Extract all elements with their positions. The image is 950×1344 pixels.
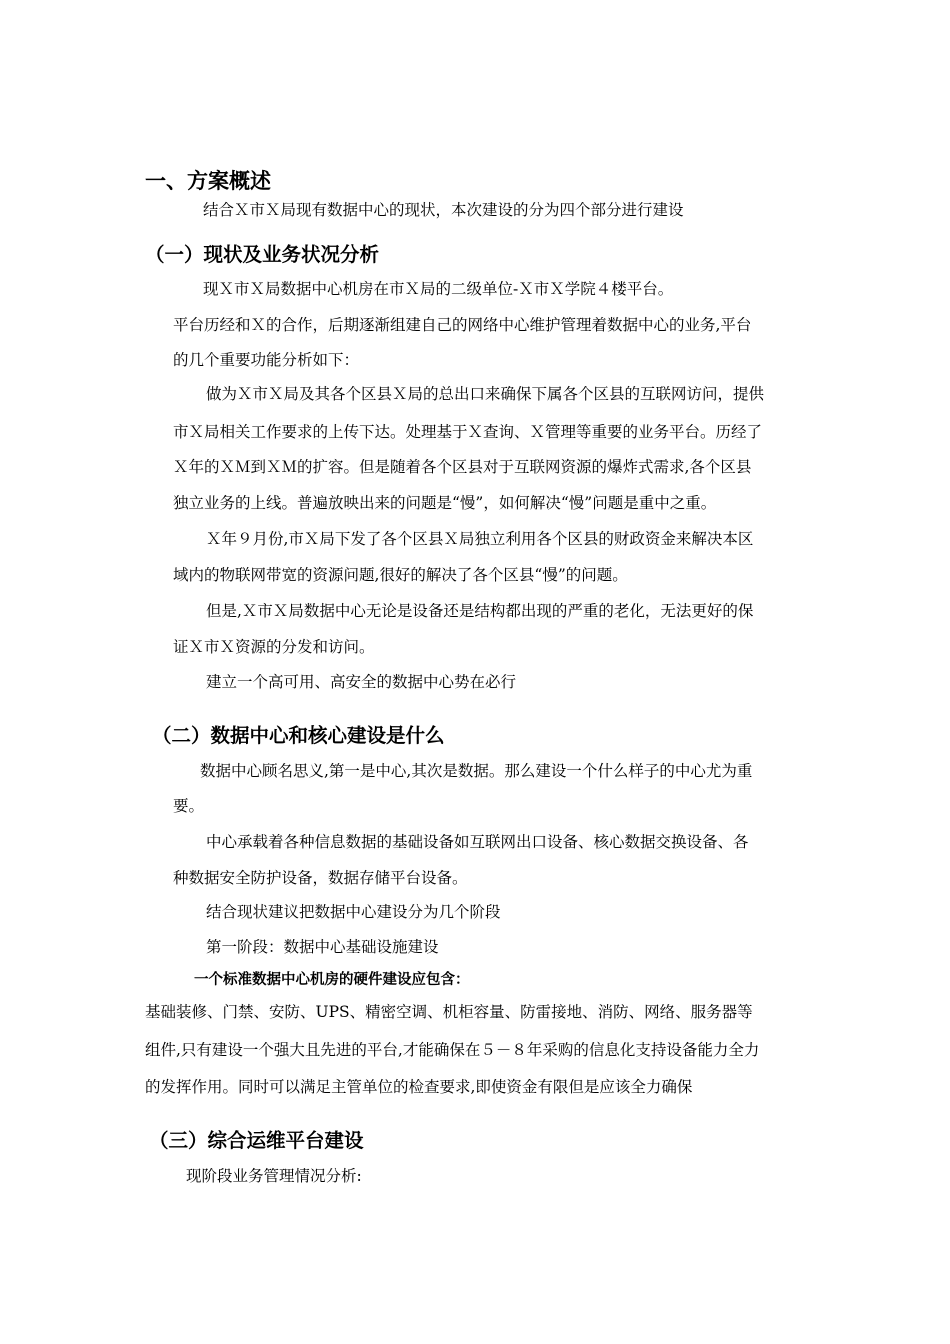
paragraph-line: 组件,只有建设一个强大且先进的平台,才能确保在５－８年采购的信息化支持设备能力全力 — [145, 1041, 760, 1059]
paragraph-line: 基础装修、门禁、安防、UPS、精密空调、机柜容量、防雷接地、消防、网络、服务器等 — [145, 1003, 753, 1021]
paragraph-line: 平台历经和Ｘ的合作，后期逐渐组建自己的网络中心维护管理着数据中心的业务,平台 — [173, 316, 752, 334]
section-heading: 一、方案概述 — [145, 169, 271, 193]
paragraph-line: 建立一个高可用、高安全的数据中心势在必行 — [206, 673, 517, 691]
paragraph-line: 现阶段业务管理情况分析: — [186, 1167, 362, 1185]
bold-note: 一个标准数据中心机房的硬件建设应包含： — [194, 972, 470, 988]
paragraph-line: 证Ｘ市Ｘ资源的分发和访问。 — [173, 638, 375, 656]
paragraph-line: 要。 — [173, 797, 205, 815]
paragraph-line: 做为Ｘ市Ｘ局及其各个区县Ｘ局的总出口来确保下属各个区县的互联网访问，提供 — [206, 385, 765, 403]
paragraph-line: 但是,Ｘ市Ｘ局数据中心无论是设备还是结构都出现的严重的老化，无法更好的保 — [206, 602, 754, 620]
paragraph-line: 域内的物联网带宽的资源问题,很好的解决了各个区县“慢”的问题。 — [173, 566, 628, 584]
paragraph-line: 的几个重要功能分析如下： — [173, 351, 360, 369]
paragraph-line: 中心承载着各种信息数据的基础设备如互联网出口设备、核心数据交换设备、各 — [206, 833, 749, 851]
paragraph-line: 的发挥作用。同时可以满足主管单位的检查要求,即使资金有限但是应该全力确保 — [145, 1078, 693, 1096]
subsection-heading: （二）数据中心和核心建设是什么 — [152, 724, 445, 747]
paragraph-line: 市Ｘ局相关工作要求的上传下达。处理基于Ｘ查询、Ｘ管理等重要的业务平台。历经了 — [173, 423, 763, 441]
paragraph-line: 现Ｘ市Ｘ局数据中心机房在市Ｘ局的二级单位-Ｘ市Ｘ学院４楼平台。 — [203, 280, 674, 298]
subsection-heading: （三）综合运维平台建设 — [149, 1129, 364, 1152]
paragraph-line: 数据中心顾名思义,第一是中心,其次是数据。那么建设一个什么样子的中心尤为重 — [200, 762, 753, 780]
paragraph-line: Ｘ年９月份,市Ｘ局下发了各个区县Ｘ局独立利用各个区县的财政资金来解决本区 — [206, 530, 754, 548]
paragraph-line: 结合现状建议把数据中心建设分为几个阶段 — [206, 903, 501, 921]
paragraph-line: 第一阶段：数据中心基础设施建设 — [206, 938, 439, 956]
paragraph-line: 种数据安全防护设备，数据存储平台设备。 — [173, 869, 468, 887]
subsection-heading: （一）现状及业务状况分析 — [145, 243, 380, 266]
paragraph-line: 结合Ｘ市Ｘ局现有数据中心的现状，本次建设的分为四个部分进行建设 — [203, 201, 684, 219]
paragraph-line: Ｘ年的ＸＭ到ＸＭ的扩容。但是随着各个区县对于互联网资源的爆炸式需求,各个区县 — [173, 458, 752, 476]
paragraph-line: 独立业务的上线。普遍放映出来的问题是“慢”，如何解决“慢”问题是重中之重。 — [173, 494, 717, 512]
